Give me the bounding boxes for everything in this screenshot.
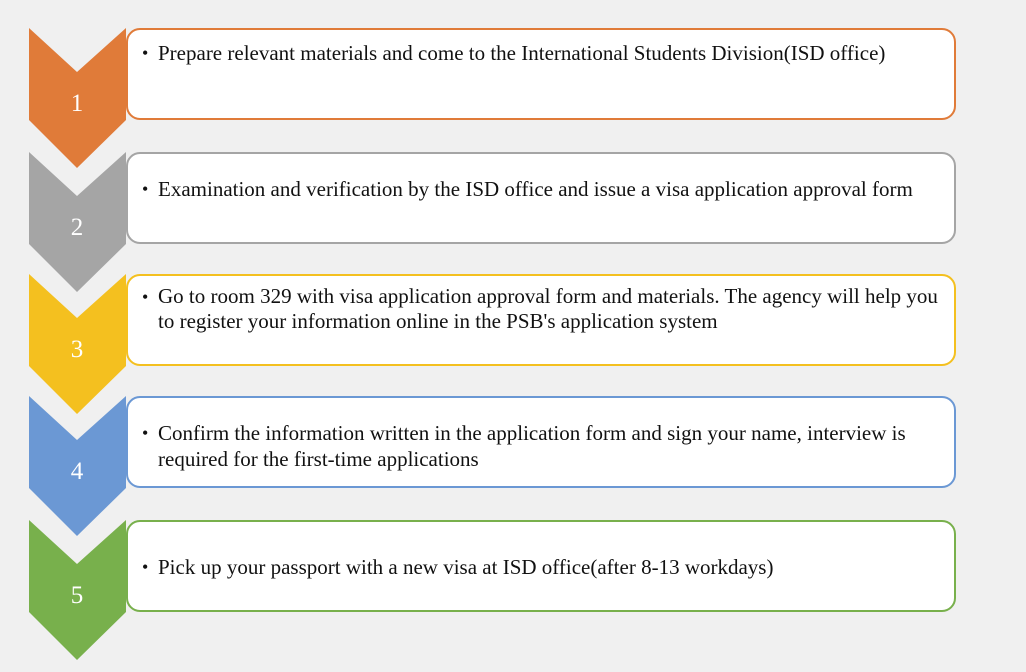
step-2 — [0, 152, 1026, 292]
step-1 — [0, 28, 1026, 168]
step-4-box: • Confirm the information written in the application form and sign your name, interview is required for the first-time applications — [126, 396, 956, 488]
step-1-text: Prepare relevant materials and come to the International Students Division(ISD office) — [158, 41, 886, 65]
step-3-number: 3 — [70, 336, 84, 363]
step-3-box: • Go to room 329 with visa application approval form and materials. The agency will help you to register your information online in the PSB's application system — [126, 274, 956, 366]
step-2-box: • Examination and verification by the ISD office and issue a visa application approval form — [126, 152, 956, 244]
step-3 — [0, 274, 1026, 414]
step-4-text: Confirm the information written in the application form and sign your name, interview is required for the first-time applications — [158, 421, 906, 471]
step-2-text: Examination and verification by the ISD office and issue a visa application approval form — [158, 177, 913, 201]
step-4-number: 4 — [70, 458, 84, 485]
step-3-text: Go to room 329 with visa application approval form and materials. The agency will help you to register your information online in the PSB's application system — [158, 284, 938, 333]
step-5-text: Pick up your passport with a new visa at ISD office(after 8-13 workdays) — [158, 555, 774, 579]
step-1-number: 1 — [70, 90, 84, 117]
step-5 — [0, 520, 1026, 660]
step-1-box: • Prepare relevant materials and come to the International Students Division(ISD office) — [126, 28, 956, 120]
step-4 — [0, 396, 1026, 536]
step-2-number: 2 — [70, 214, 84, 241]
step-5-number: 5 — [70, 582, 84, 609]
step-5-box: • Pick up your passport with a new visa at ISD office(after 8-13 workdays) — [126, 520, 956, 612]
